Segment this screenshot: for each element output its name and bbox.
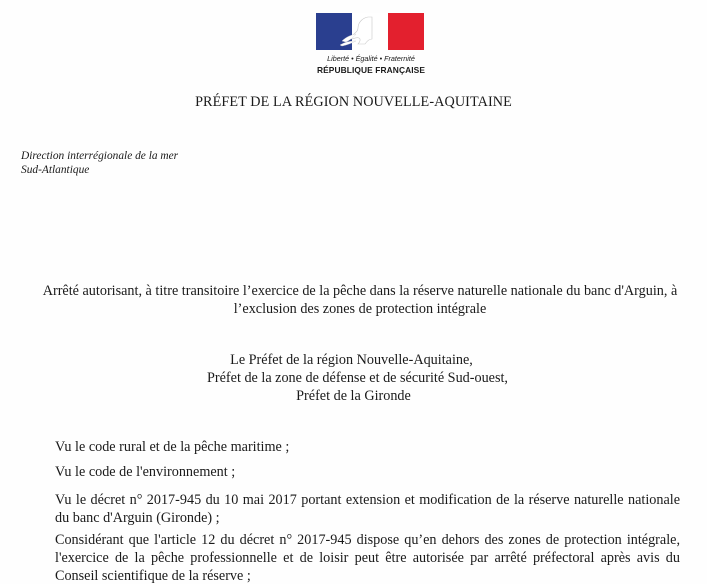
prefet-line-3: Préfet de la Gironde (296, 388, 411, 404)
prefet-signatory-block (0, 351, 707, 405)
direction-line-2: Sud-Atlantique (21, 164, 90, 176)
marianne-logo (316, 13, 426, 81)
tricolor-flag (316, 13, 424, 50)
prefet-line-1: Le Préfet de la région Nouvelle-Aquitaine, (230, 352, 473, 368)
direction-line-1: Direction interrégionale de la mer (21, 150, 179, 162)
visa-paragraph: Vu le code rural et de la pêche maritime ; (55, 439, 290, 455)
prefet-region-title: PRÉFET DE LA RÉGION NOUVELLE-AQUITAINE (195, 94, 512, 110)
republic-motto: Liberté • Égalité • Fraternité (327, 54, 415, 63)
issuing-direction (21, 149, 178, 177)
visa-paragraph: Vu le code de l'environnement ; (55, 464, 236, 480)
republique-francaise-label: RÉPUBLIQUE FRANÇAISE (316, 65, 426, 75)
flag-red-band (388, 13, 424, 50)
marianne-profile-icon (338, 15, 390, 49)
considerant-paragraph: Considérant que l'article 12 du décret n° 2017-945 dispose qu’en dehors des zones de protection intégrale, l'exercice de la pêche professionnelle et de loisir peut être autorisée par arrêté préfectoral après avis du Conseil scientifique de la réserve ; (55, 532, 680, 584)
arrete-title: Arrêté autorisant, à titre transitoire l’exercice de la pêche dans la réserve naturelle nationale du banc d'Arguin, à l’exclusion des zones de protection intégrale (42, 283, 678, 317)
visa-paragraph: Vu le décret n° 2017-945 du 10 mai 2017 portant extension et modification de la réserve naturelle nationale du banc d'Arguin (Gironde) ; (55, 492, 680, 526)
prefet-line-2: Préfet de la zone de défense et de sécurité Sud-ouest, (207, 370, 508, 386)
